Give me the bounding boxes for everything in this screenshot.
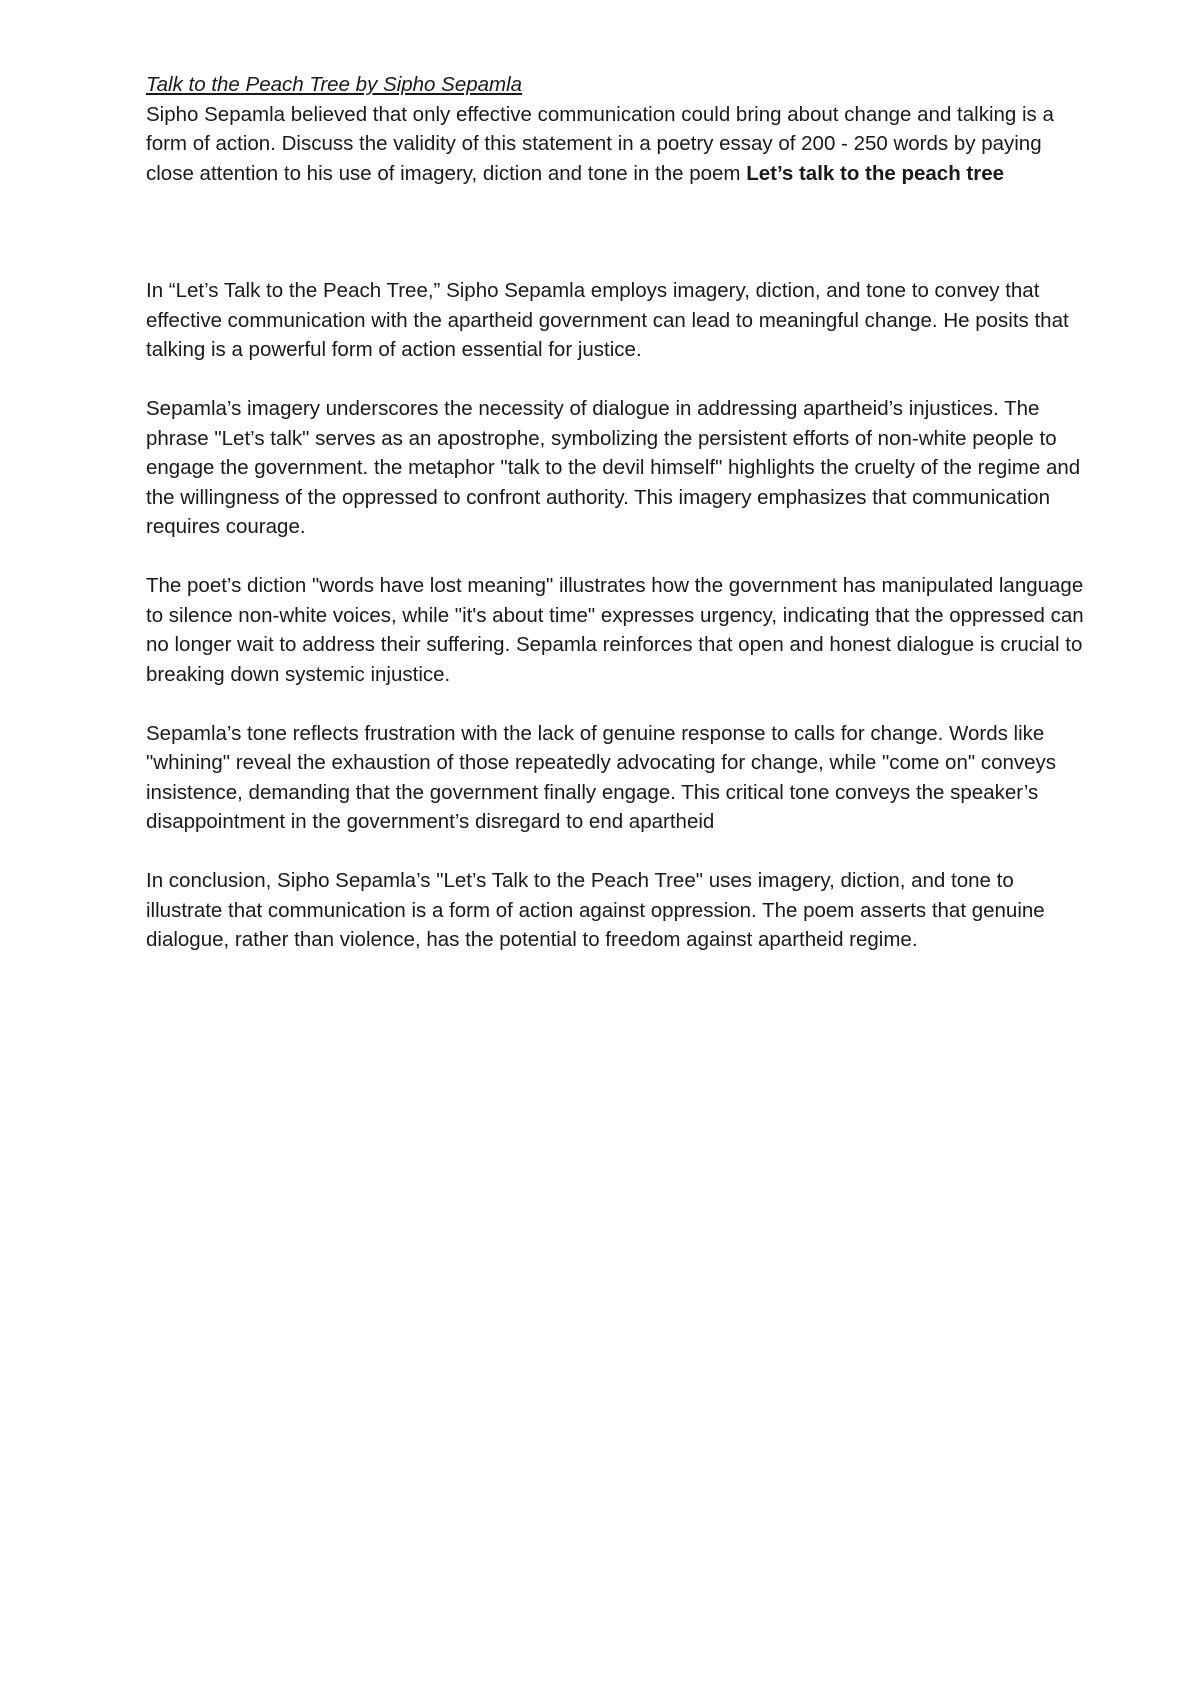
essay-paragraph-diction: The poet’s diction "words have lost meaning" illustrates how the government has manipulated language to silence non-white voices, while "it's about time" expresses urgency, indicating that the oppressed can no longer wait to address their suffering. Sepamla reinforces that open and honest dialogue is crucial to breaking down systemic injustice.: [146, 574, 1084, 686]
essay-paragraph-conclusion: In conclusion, Sipho Sepamla’s "Let’s Talk to the Peach Tree" uses imagery, diction, and tone to illustrate that communication is a form of action against oppression. The poem asserts that genuine dialogue, rather than violence, has the potential to freedom against apartheid regime.: [146, 869, 1045, 951]
essay-paragraph-imagery: Sepamla’s imagery underscores the necessity of dialogue in addressing apartheid’s injustices. The phrase "Let’s talk" serves as an apostrophe, symbolizing the persistent efforts of non-white people to engage the government. the metaphor "talk to the devil himself" highlights the cruelty of the regime and the willingness of the oppressed to confront authority. This imagery emphasizes that communication requires courage.: [146, 397, 1081, 538]
prompt-poem-title: Let’s talk to the peach tree: [746, 161, 1005, 185]
essay-paragraph-tone: Sepamla’s tone reflects frustration with the lack of genuine response to calls for change. Words like "whining" reveal the exhaustion of those repeatedly advocating for change, while "come on" conveys insistence, demanding that the government finally engage. This critical tone conveys the speaker’s disappointment in the government’s disregard to end apartheid: [146, 721, 1057, 833]
document-page: [146, 70, 1086, 984]
essay-paragraph-intro: In “Let’s Talk to the Peach Tree,” Sipho Sepamla employs imagery, diction, and tone to convey that effective communication with the apartheid government can lead to meaningful change. He posits that talking is a powerful form of action essential for justice.: [146, 279, 1069, 361]
prompt-text: Sipho Sepamla believed that only effective communication could bring about change and talking is a form of action. Discuss the validity of this statement in a poetry essay of 200 - 250 words by paying close attention to his use of imagery, diction and tone in the poem: [146, 102, 1054, 185]
essay-prompt: [146, 100, 1086, 189]
essay-body: [146, 276, 1086, 955]
document-title: Talk to the Peach Tree by Sipho Sepamla: [146, 73, 523, 96]
